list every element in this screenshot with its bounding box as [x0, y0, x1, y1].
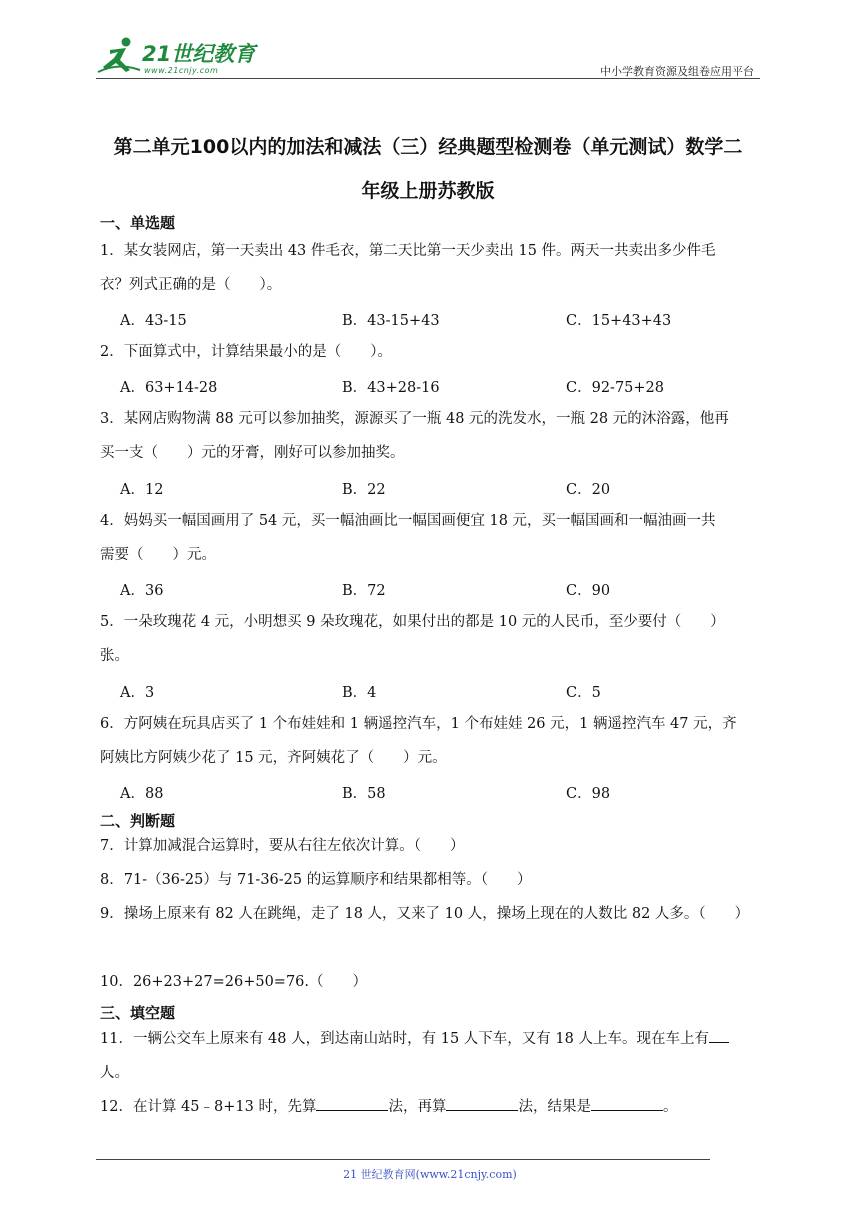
site-logo [96, 36, 266, 76]
option-c[interactable]: C．15+43+43 [566, 313, 672, 329]
question-10 [100, 965, 764, 999]
options-q5 [100, 681, 764, 701]
option-b[interactable]: B．22 [342, 482, 386, 498]
option-a[interactable]: A．36 [120, 583, 164, 599]
section-heading-true-false: 二、判断题 [100, 812, 176, 830]
question-3 [100, 402, 764, 470]
question-8 [100, 863, 764, 897]
page-header [96, 30, 760, 80]
question-text: 1．某女装网店，第一天卖出 43 件毛衣，第二天比第一天少卖出 15 件。两天一共卖出多少件毛 [100, 243, 716, 259]
question-text: 衣？列式正确的是（ ）。 [100, 277, 282, 293]
question-text: 2．下面算式中，计算结果最小的是（ ）。 [100, 344, 392, 360]
question-text: 张。 [100, 648, 129, 664]
question-2 [100, 335, 764, 369]
option-a[interactable]: A．88 [120, 786, 164, 802]
options-q2 [100, 376, 764, 396]
question-6 [100, 707, 764, 775]
question-text: 12．在计算 45﹣8+13 时，先算 [100, 1099, 317, 1115]
option-c[interactable]: C．5 [566, 685, 601, 701]
question-9 [100, 897, 764, 931]
answer-blank[interactable] [316, 1096, 388, 1111]
footer-divider [96, 1159, 710, 1160]
question-text: 11．一辆公交车上原来有 48 人，到达南山站时，有 15 人下车，又有 18 人上车。现在车上有 [100, 1031, 709, 1047]
question-text: 9．操场上原来有 82 人在跳绳，走了 18 人，又来了 10 人，操场上现在的人数比 82 人多。（ ） [100, 906, 750, 922]
question-text: 8．71-（36-25）与 71-36-25 的运算顺序和结果都相等。（ ） [100, 872, 532, 888]
question-text: 人。 [100, 1065, 129, 1081]
question-text: 10．26+23+27=26+50=76.（ ） [100, 974, 368, 990]
option-b[interactable]: B．43-15+43 [342, 313, 440, 329]
section-heading-fill-blank: 三、填空题 [100, 1004, 176, 1022]
question-7 [100, 829, 764, 863]
question-text: 法，再算 [388, 1099, 447, 1115]
options-q3 [100, 478, 764, 498]
question-text: 。 [662, 1099, 678, 1115]
question-text: 3．某网店购物满 88 元可以参加抽奖，源源买了一瓶 48 元的洗发水，一瓶 28 元的沐浴露，他再 [100, 411, 729, 427]
option-c[interactable]: C．92-75+28 [566, 380, 664, 396]
question-text: 6．方阿姨在玩具店买了 1 个布娃娃和 1 辆遥控汽车，1 个布娃娃 26 元，1 辆遥控汽车 47 元，齐 [100, 716, 737, 732]
logo-url: www.21cnjy.com [144, 66, 219, 75]
header-divider [96, 78, 760, 79]
question-text: 5．一朵玫瑰花 4 元，小明想买 9 朵玫瑰花，如果付出的都是 10 元的人民币，至少要付（ ） [100, 614, 725, 630]
question-5 [100, 605, 764, 673]
question-text: 阿姨比方阿姨少花了 15 元，齐阿姨花了（ ）元。 [100, 750, 447, 766]
option-c[interactable]: C．90 [566, 583, 611, 599]
options-q1 [100, 309, 764, 329]
option-c[interactable]: C．98 [566, 786, 611, 802]
title-line-1: 第二单元100以内的加法和减法（三）经典题型检测卷（单元测试）数学二 [113, 136, 743, 158]
question-11 [100, 1022, 764, 1090]
question-text: 7．计算加减混合运算时，要从右往左依次计算。（ ） [100, 838, 465, 854]
section-heading-single-choice: 一、单选题 [100, 214, 176, 232]
option-b[interactable]: B．4 [342, 685, 377, 701]
question-text: 法，结果是 [518, 1099, 591, 1115]
question-text: 买一支（ ）元的牙膏，刚好可以参加抽奖。 [100, 445, 405, 461]
runner-logo-icon [96, 36, 142, 76]
page-footer[interactable]: 21 世纪教育网(www.21cnjy.com) [343, 1168, 517, 1181]
options-q6 [100, 782, 764, 802]
option-b[interactable]: B．58 [342, 786, 386, 802]
page-title [96, 125, 760, 213]
option-b[interactable]: B．72 [342, 583, 386, 599]
question-1 [100, 234, 764, 302]
answer-blank[interactable] [591, 1096, 663, 1111]
platform-label: 中小学教育资源及组卷应用平台 [600, 65, 754, 78]
options-q4 [100, 579, 764, 599]
question-text: 4．妈妈买一幅国画用了 54 元，买一幅油画比一幅国画便宜 18 元，买一幅国画和一幅油画一共 [100, 513, 716, 529]
question-text: 需要（ ）元。 [100, 547, 216, 563]
option-b[interactable]: B．43+28-16 [342, 380, 440, 396]
option-a[interactable]: A．43-15 [120, 313, 187, 329]
answer-blank[interactable] [709, 1028, 729, 1043]
option-a[interactable]: A．63+14-28 [120, 380, 218, 396]
option-a[interactable]: A．3 [120, 685, 155, 701]
option-a[interactable]: A．12 [120, 482, 164, 498]
title-line-2: 年级上册苏教版 [361, 180, 495, 202]
logo-text: 21世纪教育 [142, 42, 256, 66]
answer-blank[interactable] [446, 1096, 518, 1111]
question-4 [100, 504, 764, 572]
option-c[interactable]: C．20 [566, 482, 611, 498]
question-12 [100, 1090, 764, 1124]
